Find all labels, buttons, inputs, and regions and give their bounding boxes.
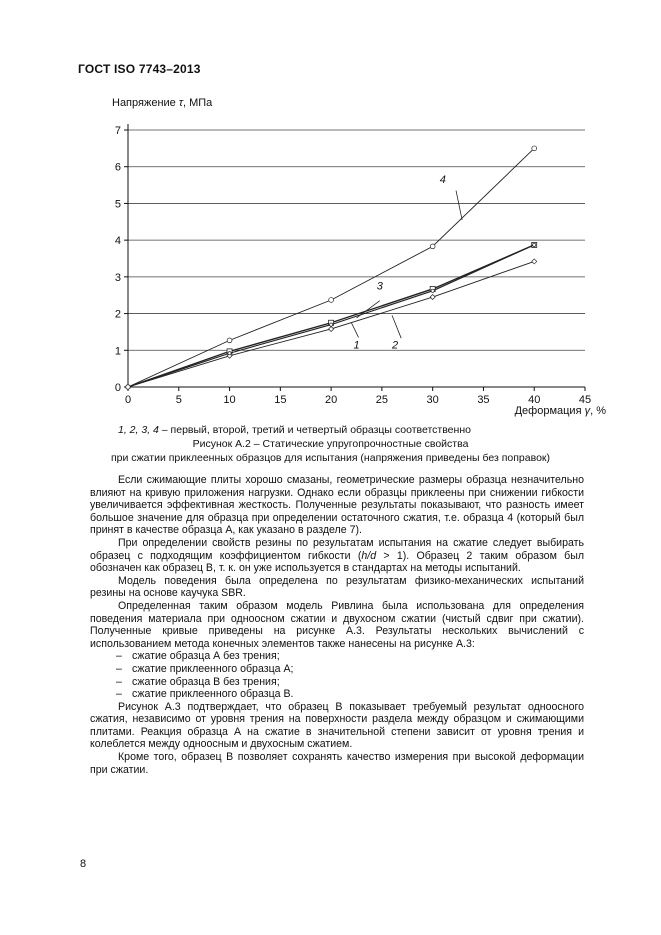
- chart-series: [126, 146, 537, 389]
- y-tick-label: 4: [114, 235, 121, 248]
- y-tick-label: 6: [114, 161, 121, 174]
- x-axis-label: Деформация γ, %: [514, 405, 606, 417]
- y-tick-label: 2: [114, 308, 121, 321]
- x-tick-label: 40: [528, 394, 541, 406]
- x-tick-label: 35: [477, 394, 490, 406]
- leader-line: [392, 315, 401, 338]
- x-tick-label: 15: [274, 394, 287, 406]
- document-header: ГОСТ ISO 7743–2013: [78, 62, 201, 76]
- x-tick-label: 0: [124, 394, 132, 406]
- x-tick-label: 25: [375, 394, 389, 406]
- legend-labels: 1, 2, 3, 4: [118, 424, 159, 436]
- series-line-4: [128, 148, 534, 387]
- series-line-1: [128, 245, 534, 387]
- x-tick-label: 30: [426, 394, 439, 406]
- paragraph: При определении свойств резины по результатам испытания на сжатие следует выбирать образец с подходящим коэффициентом гибкости (h/d > 1). Образец 2 таким образом был обозначен как образец В, т. к. он уже используется в стандартах на методы испытаний.: [90, 536, 584, 575]
- y-tick-label: 7: [114, 125, 121, 137]
- series-label-4: 4: [439, 174, 446, 187]
- paragraph: Определенная таким образом модель Ривлина была использована для определения поведения материала при одноосном сжатии и двухосном сжатии (чистый сдвиг при сжатии). Полученные кривые приведены на рисунке А.3. Результаты нескольких вычислений с использованием метода конечных элементов также нанесены на рисунке А.3:: [90, 599, 584, 650]
- x-tick-label: 45: [578, 394, 592, 406]
- y-tick-label: 5: [114, 198, 121, 211]
- x-tick-label: 10: [223, 394, 236, 406]
- figure-title: Рисунок А.2 – Статические упругопрочностные свойства: [192, 438, 469, 450]
- y-tick-label: 0: [114, 382, 121, 394]
- body-text: [90, 474, 584, 776]
- page-number: 8: [80, 858, 87, 870]
- paragraph: Если сжимающие плиты хорошо смазаны, геометрические размеры образца незначительно влияют на кривую приложения нагрузки. Однако если образцы приклеены при снижении гибкости увеличивается эффективная жесткость. Полученные результаты показывают, что разность имеет большое значение для образца при определении остаточного сжатия, т.е. образца 4 (который был принят в качестве образца А, как указано в разделе 7).: [90, 474, 584, 537]
- data-point: [431, 289, 434, 292]
- data-point: [329, 326, 334, 331]
- leader-line: [351, 323, 358, 338]
- y-tick-label: 3: [114, 271, 121, 284]
- series-label-2: 2: [392, 339, 399, 352]
- chart-grid: [128, 130, 585, 350]
- x-tick-label: 5: [175, 394, 182, 406]
- series-label-1: 1: [353, 339, 360, 352]
- figure-subtitle: при сжатии приклеенных образцов для испытания (напряжения приведены без поправок): [110, 452, 550, 464]
- y-tick-label: 1: [114, 345, 121, 358]
- x-tick-label: 20: [324, 394, 338, 406]
- list-item: – сжатие образца В без трения;: [118, 676, 584, 689]
- paragraph: Рисунок А.3 подтверждает, что образец В показывает требуемый результат одноосного сжатия, независимо от уровня трения на поверхности раздела между образцом и сжимающими плитами. Реакция образца А на сжатие в значительной степени зависит от уровня трения и колеблется между одноосным и двухосным сжатием.: [90, 700, 584, 751]
- data-point: [533, 243, 536, 246]
- data-point: [330, 323, 333, 326]
- figure-legend-note: [118, 424, 471, 436]
- y-axis-label: Напряжение τ, МПа: [112, 97, 213, 109]
- bullet-list: [90, 650, 584, 700]
- data-point: [430, 244, 435, 249]
- list-item: – сжатие приклеенного образца В.: [118, 688, 584, 701]
- chart-ticks: [115, 125, 591, 406]
- leader-line: [456, 191, 462, 220]
- series-label-3: 3: [376, 280, 383, 293]
- data-point: [228, 352, 231, 355]
- data-point: [329, 298, 334, 303]
- paragraph: Модель поведения была определена по результатам физико-механических испытаний резины на основе каучука SBR.: [90, 574, 584, 600]
- list-item: – сжатие приклеенного образца А;: [118, 663, 584, 676]
- paragraph: Кроме того, образец В позволяет сохранять качество измерения при высокой деформации при сжатии.: [90, 751, 584, 776]
- data-point: [430, 295, 435, 300]
- data-point: [532, 146, 537, 151]
- data-point: [532, 259, 537, 264]
- data-point: [227, 338, 232, 343]
- list-item: – сжатие образца А без трения;: [118, 650, 584, 663]
- origin-point: [126, 385, 130, 389]
- stress-strain-chart: [0, 0, 661, 440]
- legend-text: – первый, второй, третий и четвертый образцы соответственно: [158, 424, 471, 436]
- chart-series-labels: [351, 174, 462, 351]
